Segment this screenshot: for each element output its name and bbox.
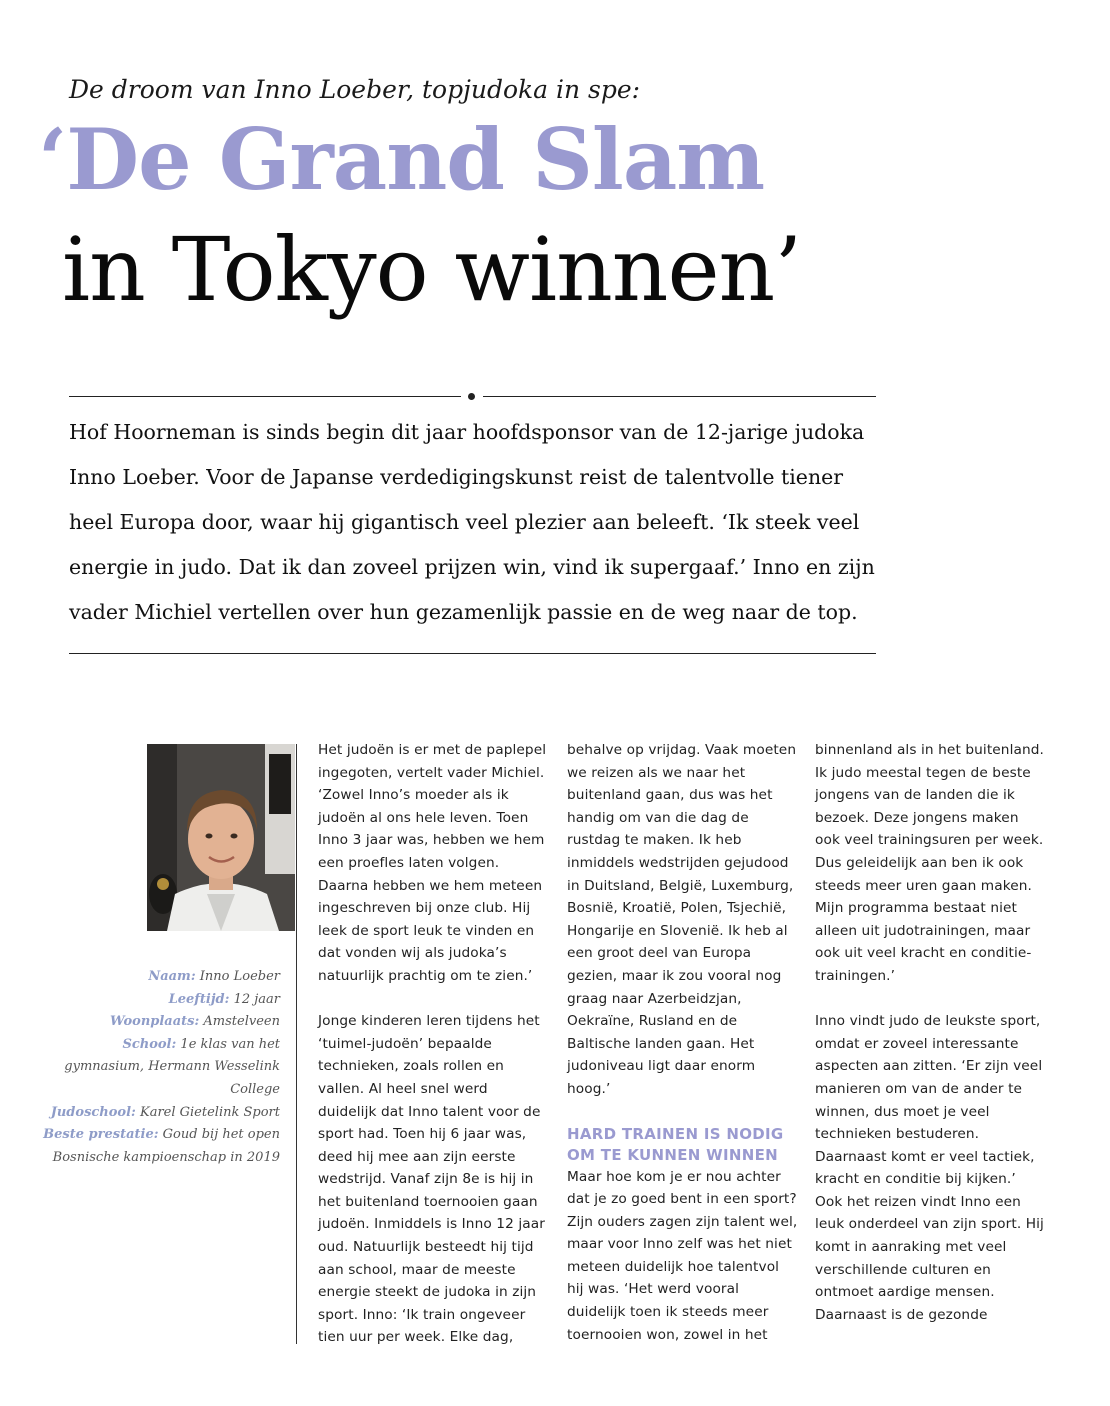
body-column-3 (815, 739, 1047, 1326)
bio-residence: Woonplaats: Amstelveen (109, 1014, 280, 1030)
body-column-2 (567, 739, 799, 1346)
body-paragraph: Het judoën is er met de paplepel ingegoten, vertelt vader Michiel. ‘Zowel Inno’s moeder als ik judoën al ons hele leven. Toen Inno 3 jaar was, hebben we hem een proefles laten volgen. Daarna hebben we hem meteen ingeschreven bij onze club. Hij leek de sport leuk te vinden en dat vonden wij als judoka’s natuurlijk prachtig om te zien.’ (318, 742, 547, 984)
body-paragraph: Maar hoe kom je er nou achter dat je zo goed bent in een sport? Zijn ouders zagen zijn talent wel, maar voor Inno zelf was het niet meteen duidelijk hoe talentvol hij was. ‘Het werd vooral duidelijk toen ik steeds meer toernooien won, zowel in het (567, 1168, 798, 1343)
article-kicker: De droom van Inno Loeber, topjudoka in spe: (69, 75, 641, 104)
bio-name: Naam: Inno Loeber (148, 969, 280, 984)
bio-best-result: Beste prestatie: Goud bij het open Bosnische kampioenschap in 2019 (43, 1127, 280, 1165)
bio-judo-school: Judoschool: Karel Gietelink Sport (50, 1104, 280, 1120)
bio-school: School: 1e klas van het gymnasium, Hermann Wesselink College (64, 1036, 280, 1097)
body-paragraph: binnenland als in het buitenland. Ik judo meestal tegen de beste jongens van de landen die ik bezoek. Deze jongens maken ook veel trainingsuren per week. Dus geleidelijk aan ben ik ook steeds meer uren gaan maken. Mijn programma bestaat niet alleen uit judotrainingen, maar ook uit veel kracht en conditie-trainingen.’ (815, 742, 1044, 984)
column-divider (296, 744, 297, 1344)
headline-line-1: ‘De Grand Slam (38, 110, 765, 209)
body-column-1 (318, 739, 550, 1349)
intro-top-divider (69, 396, 876, 408)
body-paragraph: Jonge kinderen leren tijdens het ‘tuimel-judoën’ bepaalde technieken, zoals rollen en vallen. Al heel snel werd duidelijk dat Inno talent voor de sport had. Toen hij 6 jaar was, deed hij mee aan zijn eerste wedstrijd. Vanaf zijn 8e is hij in het buitenland toernooien gaan judoën. Inmiddels is Inno 12 jaar oud. Natuurlijk besteedt hij tijd aan school, maar de meeste energie steekt de judoka in zijn sport. Inno: ‘Ik train ongeveer tien uur per week. Elke dag, (318, 1013, 545, 1346)
bio-age: Leeftijd: 12 jaar (168, 991, 280, 1007)
section-heading: HARD TRAINEN IS NODIG OM TE KUNNEN WINNEN (567, 1124, 784, 1164)
divider-dot-icon (468, 393, 475, 400)
body-paragraph: behalve op vrijdag. Vaak moeten we reizen als we naar het buitenland gaan, dus was het handig om van die dag de rustdag te maken. Ik heb inmiddels wedstrijden gejudood in Duitsland, België, Luxemburg, Bosnië, Kroatië, Polen, Tsjechië, Hongarije en Slovenië. Ik heb al een groot deel van Europa gezien, maar ik zou vooral nog graag naar Azerbeidzjan, Oekraïne, Rusland en de Baltische landen gaan. Het judoniveau ligt daar enorm hoog.’ (567, 742, 797, 1097)
intro-paragraph: Hof Hoorneman is sinds begin dit jaar hoofdsponsor van de 12-jarige judoka Inno Loeber. Voor de Japanse verdedigingskunst reist de talentvolle tiener heel Europa door, waar hij gigantisch veel plezier aan beleeft. ‘Ik steek veel energie in judo. Dat ik dan zoveel prijzen win, vind ik supergaaf.’ Inno en zijn vader Michiel vertellen over hun gezamenlijk passie en de weg naar de top. (69, 420, 875, 624)
body-paragraph: Inno vindt judo de leukste sport, omdat er zoveel interessante aspecten aan zitten. ‘Er zijn veel manieren om van de ander te winnen, dus moet je veel technieken bestuderen. Daarnaast komt er veel tactiek, kracht en conditie bij kijken.’ Ook het reizen vindt Inno een leuk onderdeel van zijn sport. Hij komt in aanraking met veel verschillende culturen en ontmoet aardige mensen. Daarnaast is de gezonde (815, 1013, 1044, 1323)
intro-bottom-divider (69, 653, 876, 654)
portrait-photo (147, 744, 295, 931)
headline-line-2: in Tokyo winnen’ (62, 218, 802, 321)
bio-sidebar (40, 966, 280, 1169)
